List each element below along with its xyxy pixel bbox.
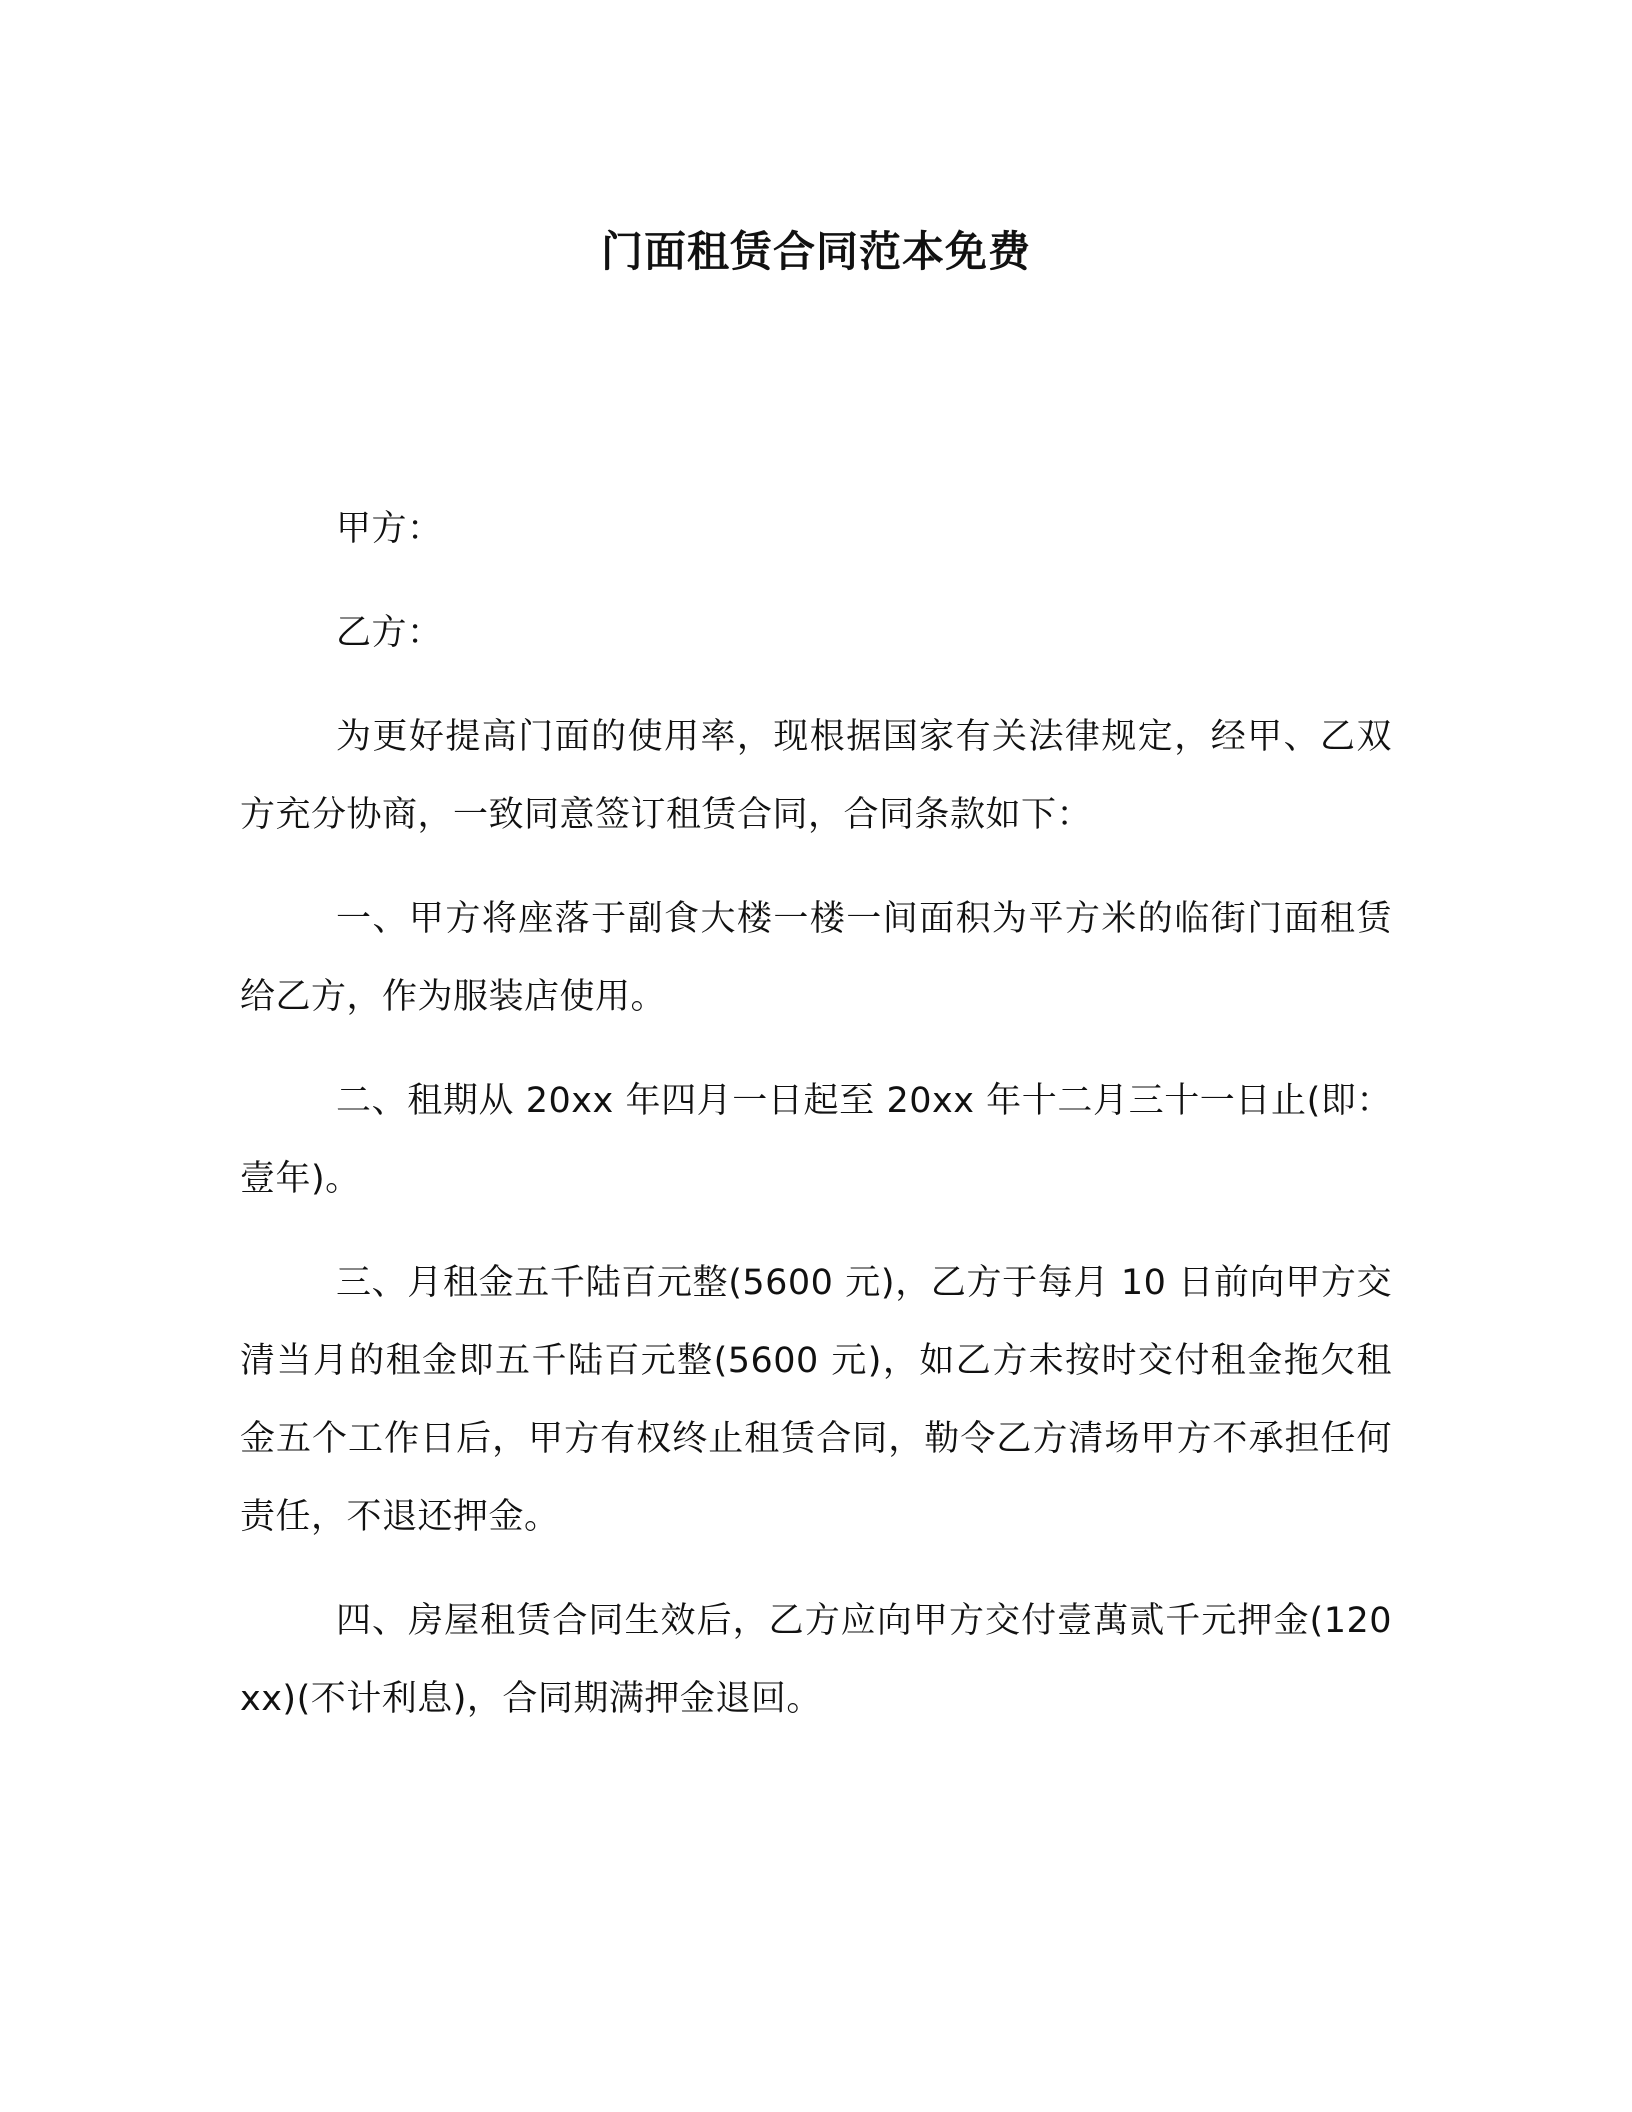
document-body — [240, 490, 1392, 1764]
clause-4-paragraph: 四、房屋租赁合同生效后，乙方应向甲方交付壹萬贰千元押金(120xx)(不计利息)，合同期满押金退回。 — [240, 1601, 1392, 1719]
document-title: 门面租赁合同范本免费 — [600, 227, 1031, 276]
party-a-line: 甲方： — [336, 509, 443, 549]
party-b-line: 乙方： — [336, 613, 443, 653]
preamble-paragraph: 为更好提高门面的使用率，现根据国家有关法律规定，经甲、乙双方充分协商，一致同意签订租赁合同，合同条款如下： — [240, 717, 1392, 835]
clause-1-paragraph: 一、甲方将座落于副食大楼一楼一间面积为平方米的临街门面租赁给乙方，作为服装店使用。 — [240, 899, 1392, 1017]
clause-2-paragraph: 二、租期从 20xx 年四月一日起至 20xx 年十二月三十一日止(即：壹年)。 — [240, 1081, 1392, 1199]
clause-3-paragraph: 三、月租金五千陆百元整(5600 元)，乙方于每月 10 日前向甲方交清当月的租金即五千陆百元整(5600 元)，如乙方未按时交付租金拖欠租金五个工作日后，甲方有权终止租赁合同，勒令乙方清场甲方不承担任何责任，不退还押金。 — [240, 1263, 1392, 1537]
